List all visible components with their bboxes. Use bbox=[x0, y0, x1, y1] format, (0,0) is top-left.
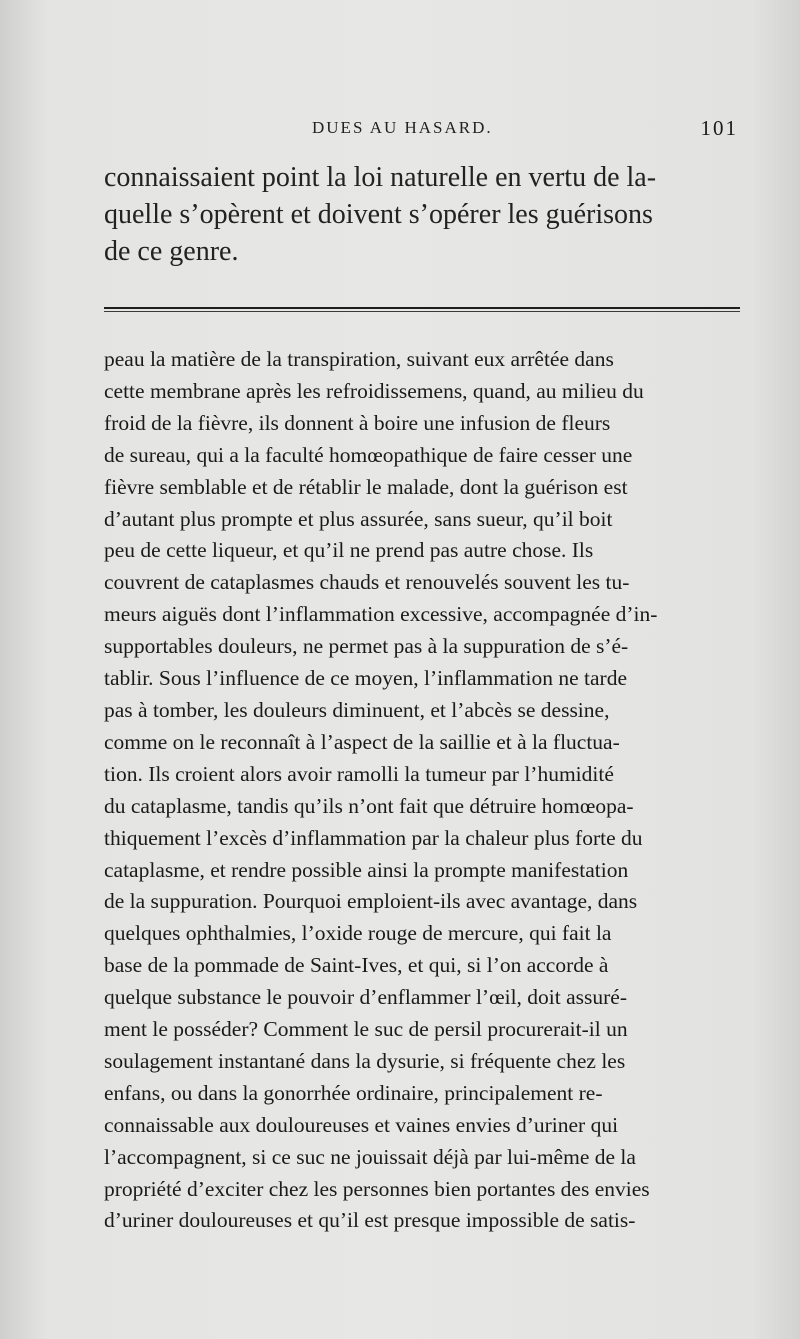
footnote-line: comme on le reconnaît à l’aspect de la saillie et à la fluctua- bbox=[104, 729, 620, 754]
footnote-line: cette membrane après les refroidissemens, quand, au milieu du bbox=[104, 378, 644, 403]
footnote-line: de sureau, qui a la faculté homœopathique de faire cesser une bbox=[104, 442, 633, 467]
footnote-line: froid de la fièvre, ils donnent à boire une infusion de fleurs bbox=[104, 410, 611, 435]
footnote-line: pas à tomber, les douleurs diminuent, et l’abcès se dessine, bbox=[104, 697, 610, 722]
footnote-line: tablir. Sous l’influence de ce moyen, l’inflammation ne tarde bbox=[104, 666, 628, 691]
footnote-line: ment le posséder? Comment le suc de persil procurerait-il un bbox=[104, 1017, 628, 1042]
footnote-line: de la suppuration. Pourquoi emploient-ils avec avantage, dans bbox=[104, 889, 638, 914]
footnote-line: peau la matière de la transpiration, suivant eux arrêtée dans bbox=[104, 347, 614, 371]
footnote-line: thiquement l’excès d’inflammation par la chaleur plus forte du bbox=[104, 825, 643, 850]
footnote-text-block bbox=[104, 344, 748, 1237]
main-text-line: quelle s’opèrent et doivent s’opérer les guérisons bbox=[104, 199, 653, 230]
footnote-line: quelque substance le pouvoir d’enflammer l’œil, doit assuré- bbox=[104, 985, 628, 1010]
footnote-line: supportables douleurs, ne permet pas à la suppuration de s’é- bbox=[104, 634, 629, 659]
footnote-line: meurs aiguës dont l’inflammation excessive, accompagnée d’in- bbox=[104, 602, 658, 627]
footnote-line: l’accompagnent, si ce suc ne jouissait déjà par lui-même de la bbox=[104, 1144, 636, 1169]
footnote-line: fièvre semblable et de rétablir le malade, dont la guérison est bbox=[104, 474, 628, 499]
footnote-line: cataplasme, et rendre possible ainsi la prompte manifestation bbox=[104, 857, 629, 882]
footnote-line: tion. Ils croient alors avoir ramolli la tumeur par l’humidité bbox=[104, 761, 614, 786]
footnote-line: propriété d’exciter chez les personnes bien portantes des envies bbox=[104, 1176, 650, 1201]
footnote-line: connaissable aux douloureuses et vaines envies d’uriner qui bbox=[104, 1112, 619, 1137]
footnote-line: d’autant plus prompte et plus assurée, sans sueur, qu’il boit bbox=[104, 506, 613, 531]
footnote-line: quelques ophthalmies, l’oxide rouge de mercure, qui fait la bbox=[104, 921, 612, 946]
main-text-block bbox=[104, 159, 744, 270]
page-number: 101 bbox=[700, 116, 738, 140]
footnote-line: peu de cette liqueur, et qu’il ne prend pas autre chose. Ils bbox=[104, 538, 594, 563]
footnote-line: soulagement instantané dans la dysurie, si fréquente chez les bbox=[104, 1048, 626, 1073]
footnote-line: base de la pommade de Saint-Ives, et qui, si l’on accorde à bbox=[104, 953, 609, 978]
footnote-separator-rule bbox=[104, 307, 740, 312]
main-text-line: de ce genre. bbox=[104, 236, 239, 267]
main-text-line: connaissaient point la loi naturelle en vertu de la- bbox=[104, 162, 657, 193]
footnote-line: d’uriner douloureuses et qu’il est presque impossible de satis- bbox=[104, 1208, 636, 1233]
running-head bbox=[104, 114, 740, 142]
footnote-line: couvrent de cataplasmes chauds et renouvelés souvent les tu- bbox=[104, 570, 630, 595]
running-title: DUES AU HASARD. bbox=[312, 118, 493, 137]
footnote-line: du cataplasme, tandis qu’ils n’ont fait que détruire homœopa- bbox=[104, 793, 634, 818]
footnote-line: enfans, ou dans la gonorrhée ordinaire, principalement re- bbox=[104, 1080, 603, 1105]
